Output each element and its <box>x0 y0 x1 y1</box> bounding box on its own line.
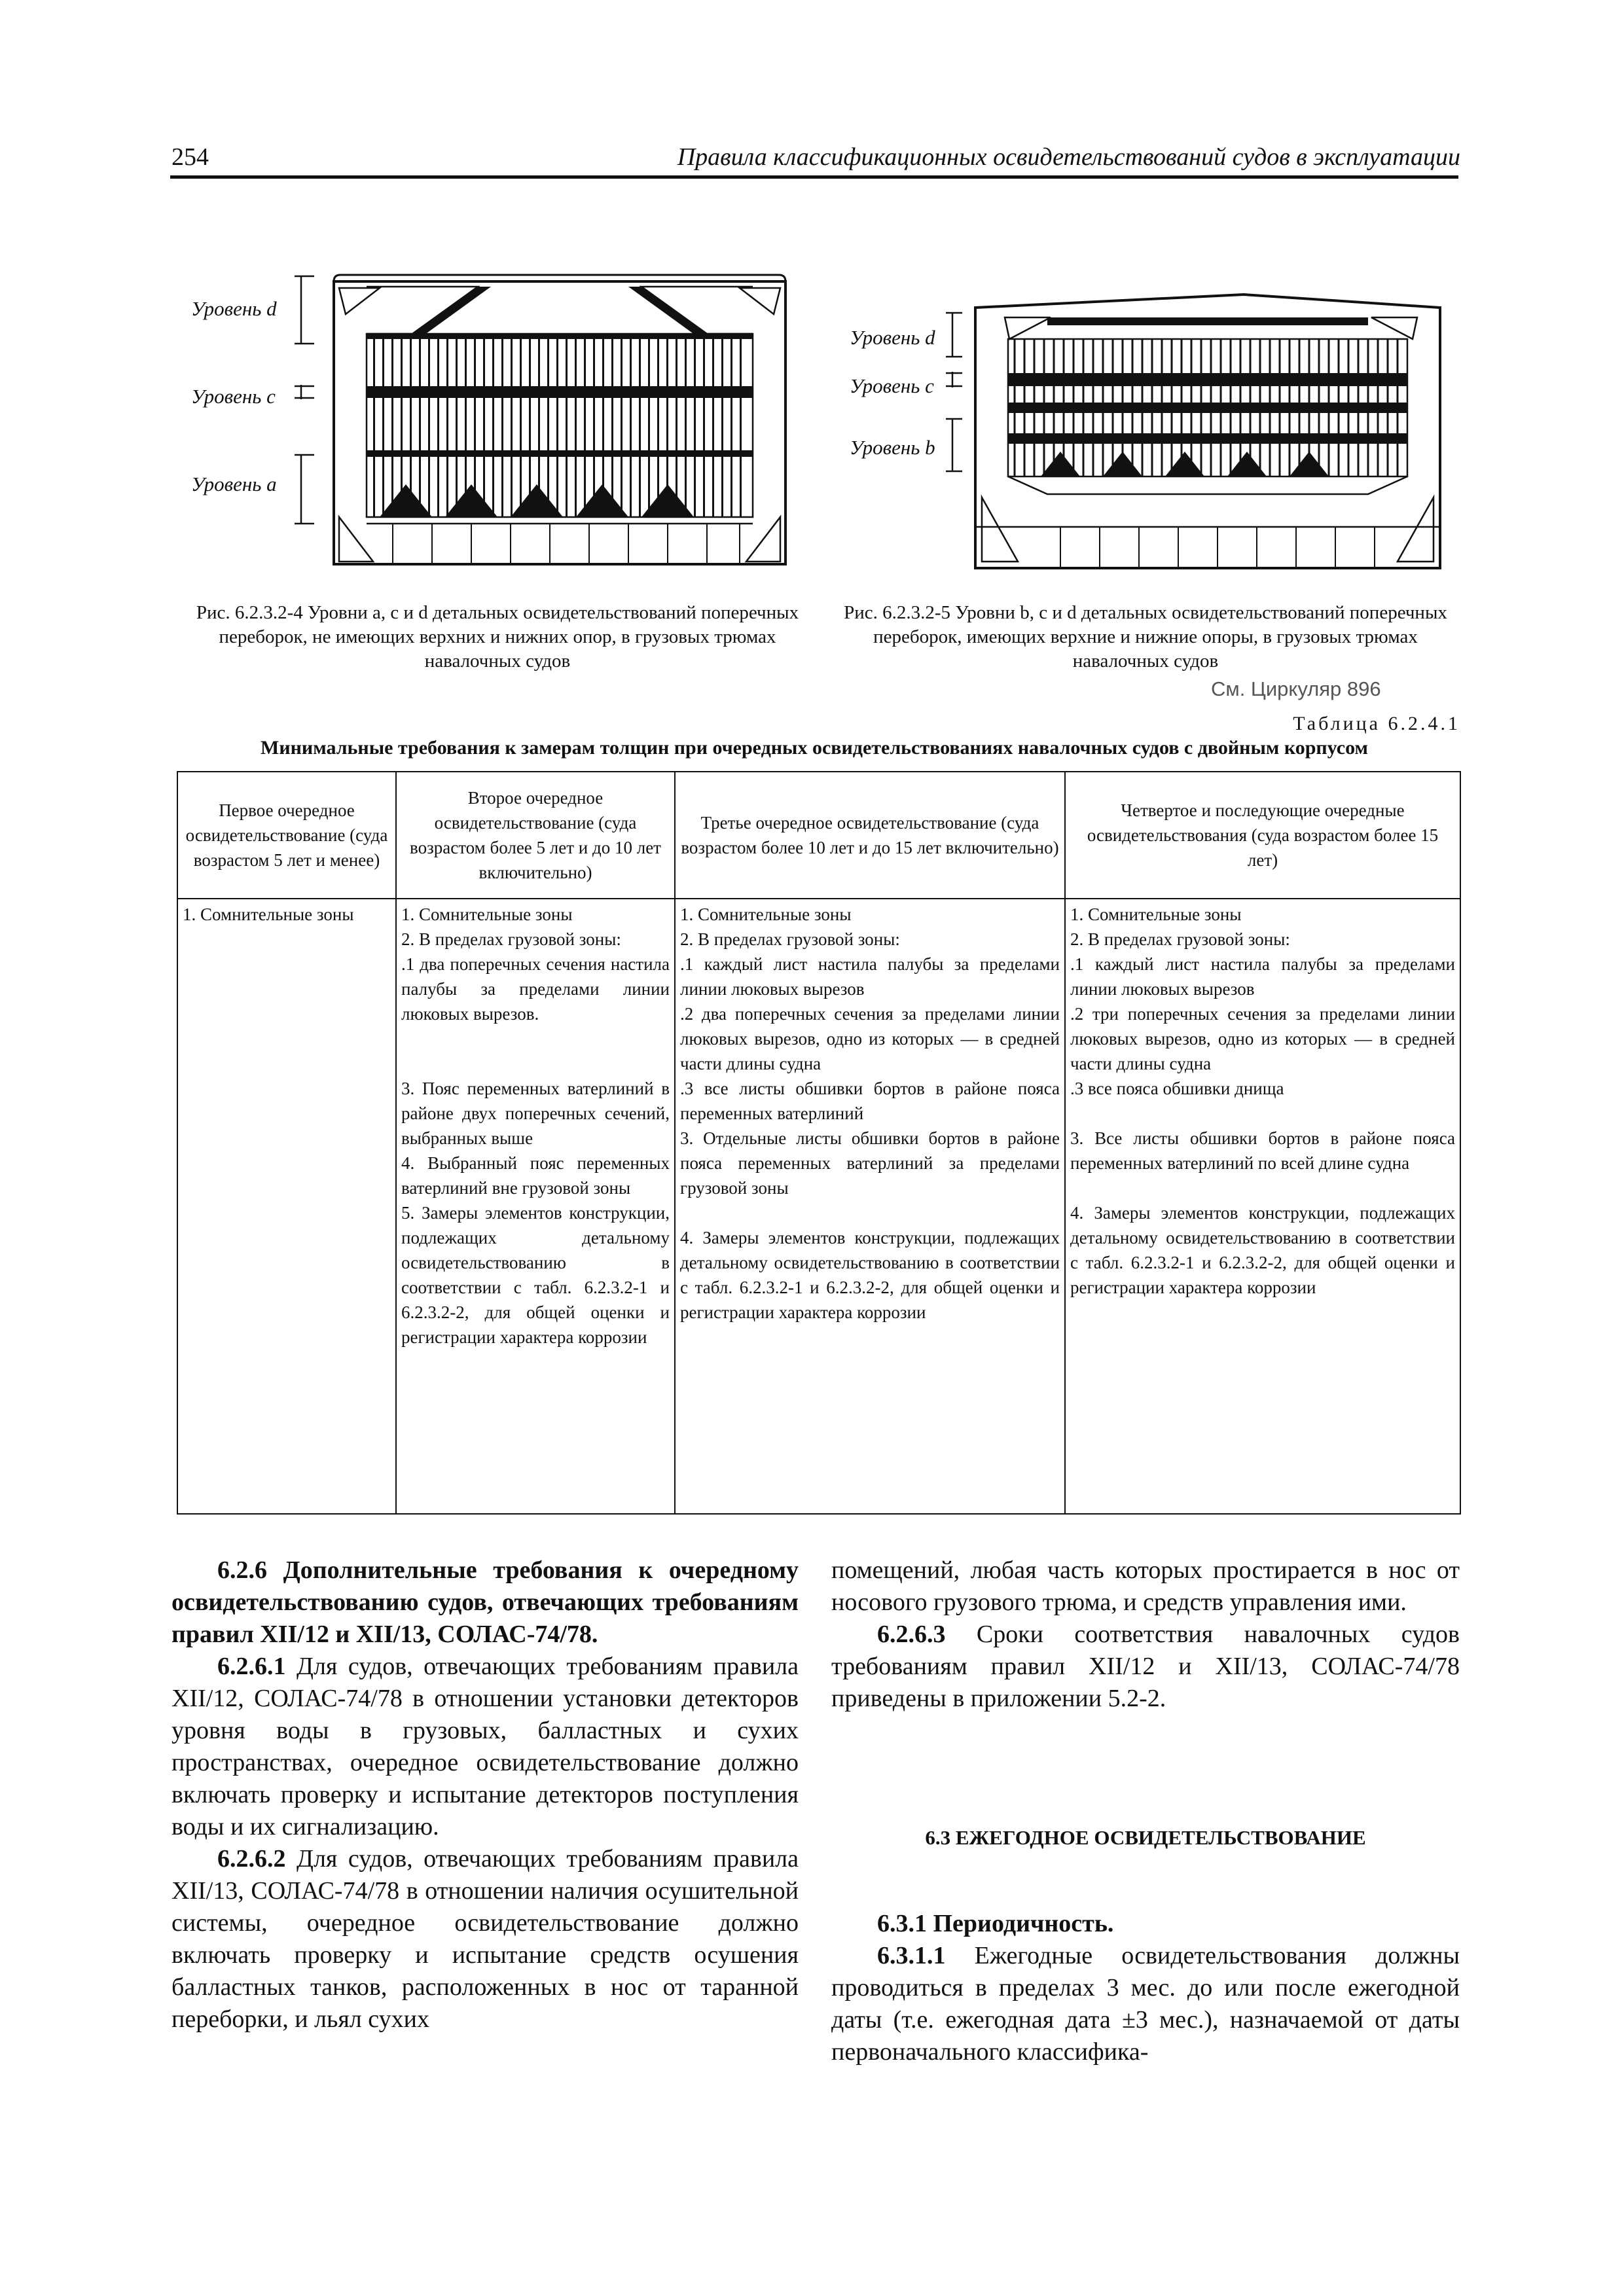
right-text-column <box>831 1554 1460 1715</box>
right-figure-caption: Рис. 6.2.3.2-5 Уровни b, c и d детальных освидетельствований поперечных переборок, имеющих верхние и нижние опоры, в грузовых трюмах навалочных судов <box>844 602 1447 672</box>
corrugation-line <box>712 334 714 517</box>
corrugation-line <box>657 334 659 517</box>
paragraph-text: Для судов, отвечающих требованиям правила XII/12, СОЛАС-74/78 в отношении установки детекторов уровня воды в грузовых, балластных и сухих пространствах, очередное освидетельствование должно включать проверку и испытание детекторов поступления воды и их сигнализацию. <box>171 1653 799 1840</box>
corrugation-line <box>520 334 522 517</box>
table-item: 1. Сомнительные зоны <box>183 905 354 924</box>
corrugation-line <box>456 334 458 517</box>
circular-note: См. Циркуляр 896 <box>1211 677 1381 700</box>
corrugation-line <box>584 334 586 517</box>
paragraph-number: 6.2.6.1 <box>217 1653 286 1680</box>
table-item: 1. Сомнительные зоны <box>1070 905 1242 924</box>
paragraph-6-3-1-1 <box>831 1940 1460 2068</box>
table-cell <box>1065 899 1460 1514</box>
table-header-cell: Третье очередное освидетельствование (суда возрастом более 10 лет и до 15 лет включительно) <box>675 772 1065 899</box>
corrugation-line <box>721 334 723 517</box>
table-item: .1 каждый лист настила палубы за пределами линии люковых вырезов <box>1070 954 1455 999</box>
right-level-c-label: Уровень c <box>850 374 934 397</box>
table-item: .3 все листы обшивки бортов в районе пояса переменных ватерлиний <box>680 1079 1060 1123</box>
page-number: 254 <box>171 143 209 171</box>
paragraph-6-2-6-2 <box>171 1843 799 2036</box>
table-item: 2. В пределах грузовой зоны: <box>401 929 621 949</box>
corrugation-line <box>648 334 650 517</box>
corrugation-line <box>501 334 503 517</box>
corrugation-line <box>492 334 494 517</box>
left-level-a-label: Уровень a <box>191 473 277 495</box>
paragraph-6-2-6-1 <box>171 1651 799 1843</box>
corrugation-line <box>639 334 641 517</box>
left-level-d-label: Уровень d <box>191 297 277 320</box>
corrugation-line <box>483 334 485 517</box>
right-bulkhead-diagram <box>943 268 1460 576</box>
corrugation-line <box>465 334 467 517</box>
table-item: .1 каждый лист настила палубы за пределами линии люковых вырезов <box>680 954 1060 999</box>
corrugation-line <box>437 334 439 517</box>
table-header-cell: Четвертое и последующие очередные освидетельствования (суда возрастом более 15 лет) <box>1065 772 1460 899</box>
corrugation-line <box>566 334 568 517</box>
corrugation-line <box>428 334 430 517</box>
table-item: .3 все пояса обшивки днища <box>1070 1079 1284 1098</box>
paragraph-6-2-6-3 <box>831 1619 1460 1715</box>
paragraph-number: 6.2.6.2 <box>217 1845 286 1873</box>
paragraph-number: 6.2.6.3 <box>877 1621 946 1648</box>
left-text-column <box>171 1554 799 2036</box>
table-item: 1. Сомнительные зоны <box>680 905 852 924</box>
table-item: 3. Пояс переменных ватерлиний в районе двух поперечных сечений, выбранных выше <box>401 1079 670 1148</box>
corrugation-line <box>740 334 742 517</box>
corrugation-line <box>685 334 687 517</box>
corrugation-line <box>593 334 595 517</box>
table-header-cell: Второе очередное освидетельствование (суда возрастом более 5 лет и до 10 лет включительно) <box>396 772 675 899</box>
table-label: Таблица 6.2.4.1 <box>1293 713 1460 734</box>
table-item: 5. Замеры элементов конструкции, подлежащих детальному освидетельствованию в соответствии с табл. 6.2.3.2-1 и 6.2.3.2-2, для общей оценки и регистрации характера коррозии <box>401 1203 670 1347</box>
table-header-cell: Первое очередное освидетельствование (суда возрастом 5 лет и менее) <box>177 772 396 899</box>
section-6-3-1-heading: 6.3.1 Периодичность. <box>877 1910 1114 1937</box>
corrugation-line <box>410 334 412 517</box>
corrugation-line <box>703 334 705 517</box>
paragraph-number: 6.3.1.1 <box>877 1942 946 1969</box>
table-item: .2 два поперечных сечения за пределами линии люковых вырезов, одно из которых — в средней части длины судна <box>680 1004 1060 1073</box>
right-level-d-label: Уровень d <box>850 326 935 349</box>
right-text-column-lower <box>831 1908 1460 2068</box>
right-level-b-label: Уровень b <box>850 436 935 459</box>
table-item: .2 три поперечных сечения за пределами линии люковых вырезов, одно из которых — в средней части длины судна <box>1070 1004 1455 1073</box>
paragraph-text: Для судов, отвечающих требованиям правила XII/13, СОЛАС-74/78 в отношении наличия осушительной системы, очередное освидетельствование должно включать проверку и испытание средств осушения балластных танков, расположенных в нос от таранной переборки, и льял сухих <box>171 1845 799 2033</box>
table-title: Минимальные требования к замерам толщин при очередных освидетельствованиях навалочных судов с двойным корпусом <box>261 737 1368 759</box>
corrugation-line <box>419 334 421 517</box>
corrugation-line <box>556 334 558 517</box>
corrugation-line <box>529 334 531 517</box>
table-item: 4. Выбранный пояс переменных ватерлиний вне грузовой зоны <box>401 1153 670 1198</box>
table-cell <box>675 899 1065 1514</box>
table-item: 1. Сомнительные зоны <box>401 905 573 924</box>
header-rule <box>170 175 1458 179</box>
corrugation-line <box>611 334 613 517</box>
corrugation-line <box>621 334 623 517</box>
paragraph-continuation: помещений, любая часть которых простирается в нос от носового грузового трюма, и средств управления ими. <box>831 1556 1460 1616</box>
corrugation-line <box>391 334 393 517</box>
table-item: 2. В пределах грузовой зоны: <box>1070 929 1290 949</box>
table-item: 2. В пределах грузовой зоны: <box>680 929 900 949</box>
corrugation-line <box>694 334 696 517</box>
table-header-row <box>177 772 1460 899</box>
table-item: 4. Замеры элементов конструкции, подлежащих детальному освидетельствованию в соответствии с табл. 6.2.3.2-1 и 6.2.3.2-2, для общей оценки и регистрации характера коррозии <box>680 1228 1060 1322</box>
section-6-2-6-heading: 6.2.6 Дополнительные требования к очередному освидетельствованию судов, отвечающих требованиям правил XII/12 и XII/13, СОЛАС-74/78. <box>171 1556 799 1648</box>
paragraph-text: Ежегодные освидетельствования должны проводиться в пределах 3 мес. до или после ежегодной даты (т.е. ежегодная дата ±3 мес.), назначаемой от даты первоначального классифика- <box>831 1942 1460 2066</box>
corrugation-line <box>547 334 549 517</box>
corrugation-line <box>446 334 448 517</box>
corrugation-line <box>373 334 375 517</box>
corrugation-line <box>630 334 632 517</box>
table-cell <box>396 899 675 1514</box>
section-6-3-heading: 6.3 ЕЖЕГОДНОЕ ОСВИДЕТЕЛЬСТВОВАНИЕ <box>925 1826 1366 1849</box>
table-row <box>177 899 1460 1514</box>
corrugation-line <box>511 334 513 517</box>
table-item: .1 два поперечных сечения настила палубы за пределами линии люковых вырезов. <box>401 954 670 1024</box>
table-cell <box>177 899 396 1514</box>
corrugation-line <box>676 334 677 517</box>
corrugation-line <box>731 334 732 517</box>
corrugation-line <box>382 334 384 517</box>
requirements-table <box>177 771 1461 1515</box>
table-item: 4. Замеры элементов конструкции, подлежащих детальному освидетельствованию в соответствии с табл. 6.2.3.2-1 и 6.2.3.2-2, для общей оценки и регистрации характера коррозии <box>1070 1203 1455 1297</box>
running-title: Правила классификационных освидетельствований судов в эксплуатации <box>677 143 1460 171</box>
corrugation-line <box>575 334 577 517</box>
left-bulkhead-diagram <box>281 268 818 576</box>
table-item: 3. Все листы обшивки бортов в районе пояса переменных ватерлиний по всей длине судна <box>1070 1128 1455 1173</box>
left-figure-caption: Рис. 6.2.3.2-4 Уровни a, c и d детальных освидетельствований поперечных переборок, не имеющих верхних и нижних опор, в грузовых трюмах навалочных судов <box>196 602 799 672</box>
table-item: 3. Отдельные листы обшивки бортов в районе пояса переменных ватерлиний за пределами грузовой зоны <box>680 1128 1060 1198</box>
paragraph-text: Сроки соответствия навалочных судов требованиям правил XII/12 и XII/13, СОЛАС-74/78 приведены в приложении 5.2-2. <box>831 1621 1460 1712</box>
left-level-c-label: Уровень c <box>191 385 276 408</box>
